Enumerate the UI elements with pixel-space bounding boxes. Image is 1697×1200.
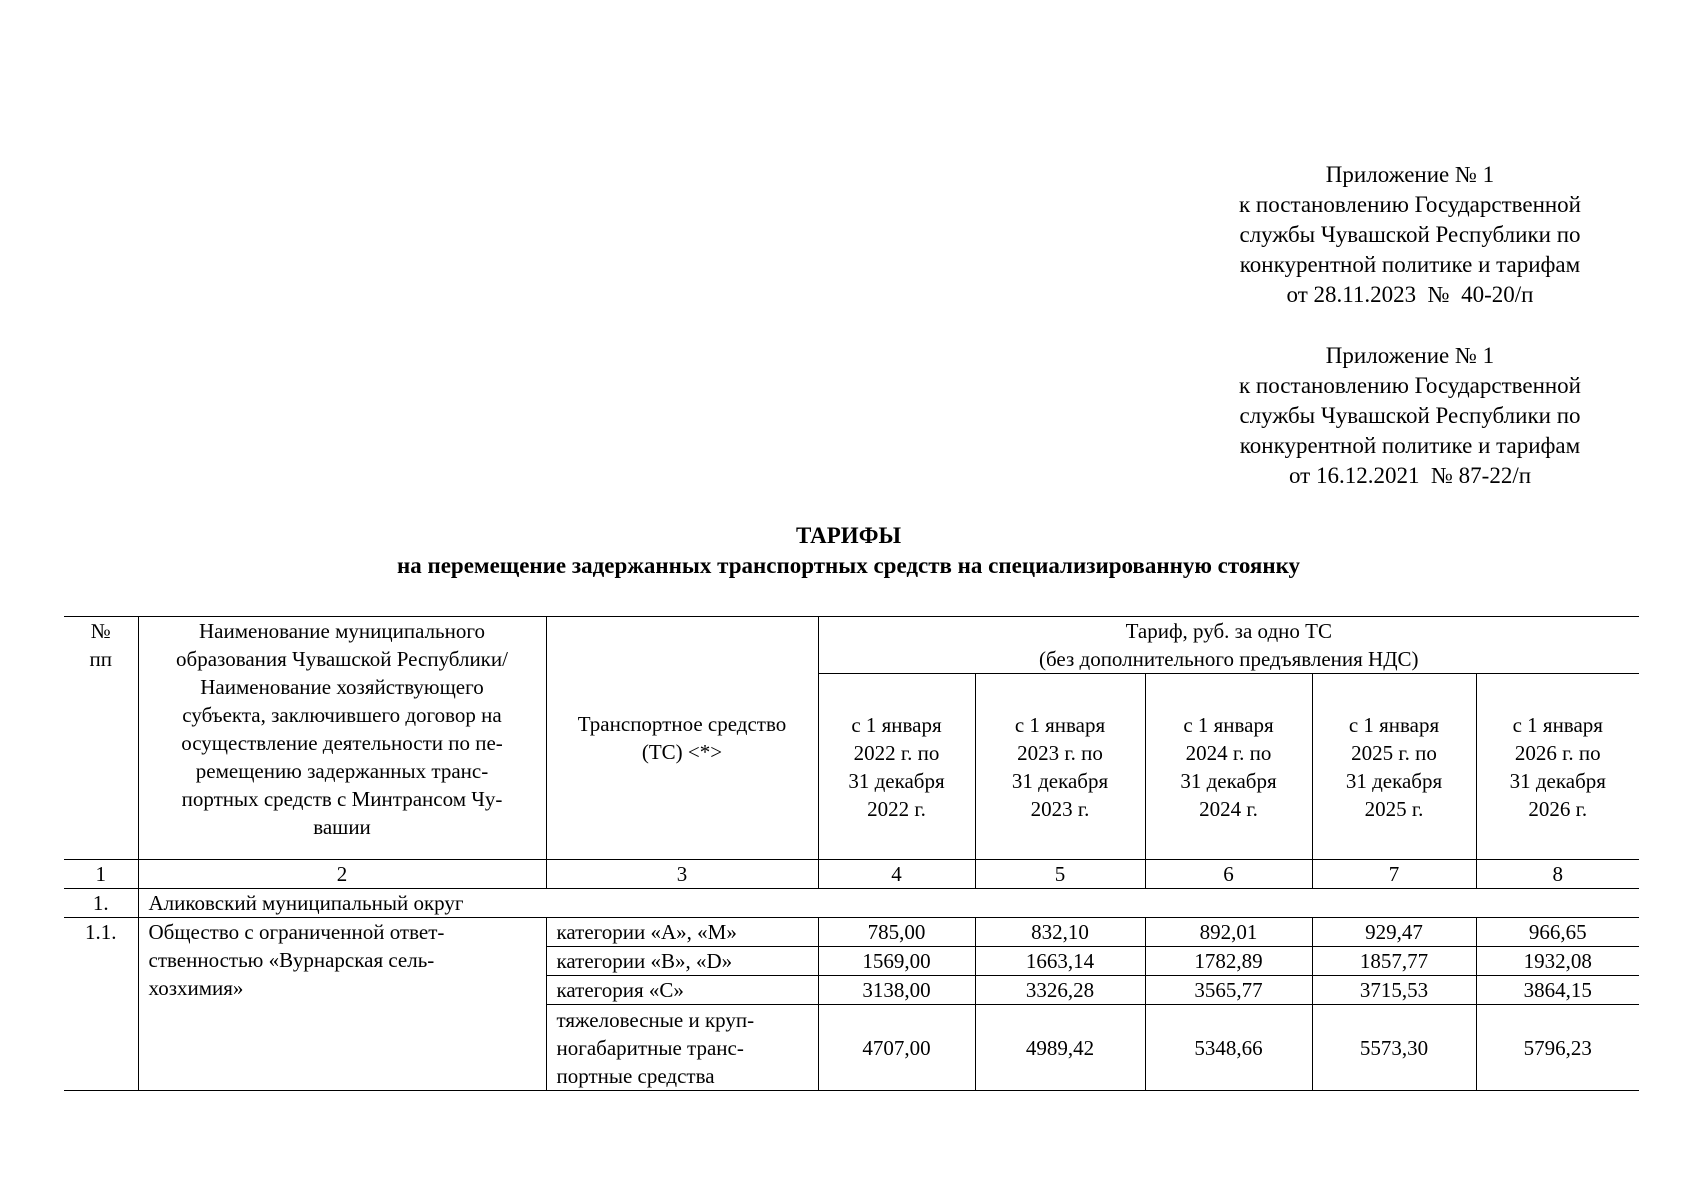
header-cell-period-2026: с 1 января 2026 г. по 31 декабря 2026 г.	[1476, 674, 1639, 860]
appendix-line: конкурентной политике и тарифам	[1239, 433, 1581, 458]
tariff-value: 3864,15	[1476, 976, 1639, 1005]
title-main: ТАРИФЫ	[795, 523, 902, 548]
entity-number: 1.1.	[64, 918, 138, 1091]
appendix-title: Приложение № 1	[1325, 162, 1495, 187]
header-cell-vehicle: Транспортное средство (ТС) <*>	[546, 617, 818, 860]
column-number: 5	[975, 860, 1145, 889]
tariff-value: 3326,28	[975, 976, 1145, 1005]
vehicle-category: тяжеловесные и круп- ногабаритные транс- портные средства	[546, 1005, 818, 1091]
appendix-line: к постановлению Государственной	[1239, 373, 1581, 398]
tariff-value: 3715,53	[1312, 976, 1476, 1005]
appendix-line: службы Чувашской Республики по	[1239, 222, 1581, 247]
column-number: 6	[1145, 860, 1312, 889]
appendix-header-original	[1180, 341, 1640, 491]
header-cell-period-2024: с 1 января 2024 г. по 31 декабря 2024 г.	[1145, 674, 1312, 860]
appendix-date-number: от 28.11.2023 № 40-20/п	[1286, 282, 1534, 307]
header-cell-period-2025: с 1 января 2025 г. по 31 декабря 2025 г.	[1312, 674, 1476, 860]
tariff-value: 3565,77	[1145, 976, 1312, 1005]
header-cell-period-2023: с 1 января 2023 г. по 31 декабря 2023 г.	[975, 674, 1145, 860]
tariff-value: 5348,66	[1145, 1005, 1312, 1091]
section-name: Аликовский муниципальный округ	[138, 889, 1639, 918]
column-number: 4	[818, 860, 975, 889]
tariffs-table	[64, 616, 1639, 1091]
tariff-value: 892,01	[1145, 918, 1312, 947]
tariff-value: 1932,08	[1476, 947, 1639, 976]
tariff-value: 3138,00	[818, 976, 975, 1005]
section-row	[64, 889, 1639, 918]
tariff-value: 4707,00	[818, 1005, 975, 1091]
tariff-value: 4989,42	[975, 1005, 1145, 1091]
appendix-line: службы Чувашской Республики по	[1239, 403, 1581, 428]
title-subtitle: на перемещение задержанных транспортных средств на специализированную стоянку	[396, 553, 1301, 578]
tariff-value: 966,65	[1476, 918, 1639, 947]
section-number: 1.	[64, 889, 138, 918]
column-number: 7	[1312, 860, 1476, 889]
tariff-value: 1782,89	[1145, 947, 1312, 976]
header-cell-num: № пп	[64, 617, 138, 860]
header-row-1	[64, 617, 1639, 674]
column-number: 3	[546, 860, 818, 889]
column-numbers-row	[64, 860, 1639, 889]
header-cell-period-2022: с 1 января 2022 г. по 31 декабря 2022 г.	[818, 674, 975, 860]
tariff-value: 929,47	[1312, 918, 1476, 947]
table-row	[64, 918, 1639, 947]
appendix-header-current	[1180, 160, 1640, 310]
vehicle-category: категории «A», «M»	[546, 918, 818, 947]
header-cell-name: Наименование муниципального образования Чувашской Республики/ Наименование хозяйствующего субъекта, заключившего договор на осуществление деятельности по пе- ремещению задержанных транс- портных средств с Минтрансом Чу- вашии	[138, 617, 546, 860]
appendix-title: Приложение № 1	[1325, 343, 1495, 368]
column-number: 2	[138, 860, 546, 889]
header-cell-tariff-group: Тариф, руб. за одно ТС (без дополнительного предъявления НДС)	[818, 617, 1639, 674]
vehicle-category: категории «B», «D»	[546, 947, 818, 976]
tariff-value: 1569,00	[818, 947, 975, 976]
vehicle-category: категория «C»	[546, 976, 818, 1005]
tariff-value: 785,00	[818, 918, 975, 947]
column-number: 1	[64, 860, 138, 889]
appendix-date-number: от 16.12.2021 № 87-22/п	[1288, 463, 1532, 488]
column-number: 8	[1476, 860, 1639, 889]
tariff-value: 832,10	[975, 918, 1145, 947]
appendix-line: к постановлению Государственной	[1239, 192, 1581, 217]
tariff-value: 5573,30	[1312, 1005, 1476, 1091]
document-title	[0, 521, 1697, 581]
tariff-value: 5796,23	[1476, 1005, 1639, 1091]
entity-name: Общество с ограниченной ответ- ственностью «Вурнарская сель- хозхимия»	[138, 918, 546, 1091]
tariff-value: 1663,14	[975, 947, 1145, 976]
appendix-line: конкурентной политике и тарифам	[1239, 252, 1581, 277]
tariff-value: 1857,77	[1312, 947, 1476, 976]
